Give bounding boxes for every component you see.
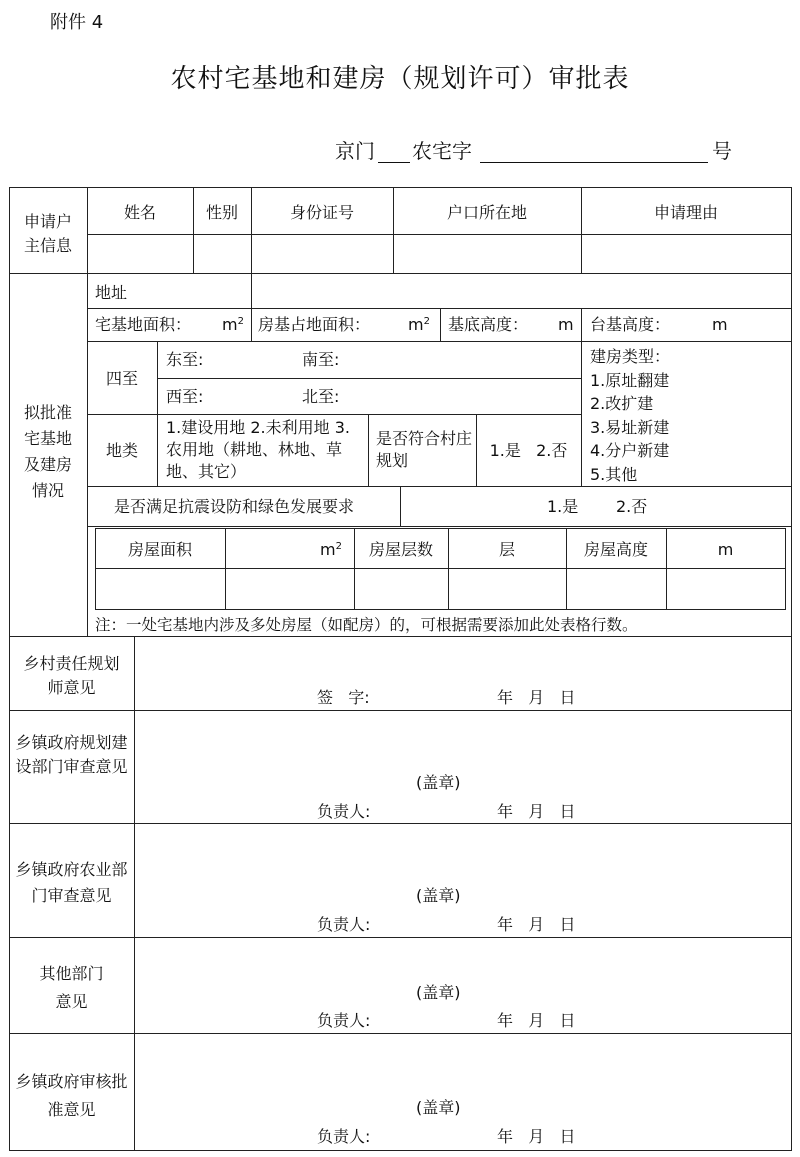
boundaries-label: 四至 bbox=[105, 369, 138, 388]
house-height-label: 房屋高度 bbox=[583, 540, 648, 559]
house-row-input[interactable] bbox=[567, 569, 665, 608]
house-row-input[interactable] bbox=[355, 569, 447, 608]
house-row-input[interactable] bbox=[226, 569, 353, 608]
seismic-yes-option[interactable]: 1.是 bbox=[547, 497, 579, 516]
opinion-signer-planner: 签 字: bbox=[317, 688, 370, 707]
opinion-seal-town-planning: (盖章) bbox=[416, 773, 461, 792]
name-input[interactable] bbox=[88, 235, 192, 272]
house-floors-unit: 层 bbox=[498, 540, 515, 559]
south-label: 南至: bbox=[302, 350, 340, 369]
house-area-unit: $m^2$ bbox=[320, 540, 342, 559]
homestead-area-label: 宅基地面积： bbox=[95, 315, 192, 334]
opinion-signer-town-approval: 负责人: bbox=[317, 1127, 371, 1146]
opinion-date-town-planning: 年 月 日 bbox=[497, 802, 576, 821]
build-type-list bbox=[590, 345, 670, 486]
homestead-area-unit: $m^2$ bbox=[222, 315, 244, 334]
opinion-label-other-departments: 其他部门意见 bbox=[39, 964, 104, 1011]
opinion-date-town-agriculture: 年 月 日 bbox=[497, 915, 576, 934]
doc-number-prefix: 京门 bbox=[335, 139, 375, 163]
col-name: 姓名 bbox=[123, 203, 156, 222]
seismic-no-option[interactable]: 2.否 bbox=[616, 497, 648, 516]
build-type-option[interactable]: 5.其他 bbox=[590, 464, 638, 484]
house-floors-label: 房屋层数 bbox=[368, 540, 433, 559]
opinion-input-town-approval[interactable] bbox=[135, 1034, 790, 1094]
house-area-label: 房屋面积 bbox=[127, 540, 192, 559]
opinion-input-town-agriculture[interactable] bbox=[135, 824, 790, 882]
address-label: 地址 bbox=[95, 283, 128, 302]
opinion-label-town-planning: 乡镇政府规划建设部门审查意见 bbox=[15, 733, 128, 776]
col-gender: 性别 bbox=[205, 203, 238, 222]
build-type-option[interactable]: 2.改扩建 bbox=[590, 394, 654, 413]
build-type-title: 建房类型： bbox=[590, 347, 671, 366]
opinion-input-town-planning[interactable] bbox=[135, 711, 790, 769]
build-type-option[interactable]: 3.易址新建 bbox=[590, 417, 670, 437]
east-label: 东至: bbox=[166, 350, 204, 369]
table-note: 注：一处宅基地内涉及多处房屋（如配房）的，可根据需要添加此处表格行数。 bbox=[95, 616, 638, 634]
house-row-input[interactable] bbox=[96, 569, 224, 608]
doc-number-middle: 农宅字 bbox=[412, 139, 472, 163]
base-height-unit: m bbox=[558, 315, 574, 334]
opinion-signer-town-planning: 负责人: bbox=[317, 802, 371, 821]
household-registration-input[interactable] bbox=[394, 235, 580, 272]
opinion-seal-town-agriculture: (盖章) bbox=[416, 886, 461, 905]
opinion-label-planner: 乡村责任规划师意见 bbox=[23, 654, 120, 697]
attachment-label: 附件 4 bbox=[50, 12, 104, 33]
proposed-section-label: 拟批准宅基地及建房情况 bbox=[23, 403, 72, 500]
village-plan-compliance-options[interactable]: 1.是 2.否 bbox=[489, 441, 568, 460]
build-type-option[interactable]: 4.分户新建 bbox=[590, 441, 670, 460]
application-reason-input[interactable] bbox=[582, 235, 790, 272]
col-id-number: 身份证号 bbox=[289, 203, 354, 222]
col-application-reason: 申请理由 bbox=[653, 203, 718, 222]
seismic-requirement-label: 是否满足抗震设防和绿色发展要求 bbox=[114, 497, 355, 516]
opinion-input-planner[interactable] bbox=[135, 637, 790, 685]
house-footprint-label: 房基占地面积： bbox=[258, 315, 371, 334]
applicant-section-label: 申请户主信息 bbox=[23, 212, 72, 255]
land-type-label: 地类 bbox=[105, 441, 138, 460]
build-type-option[interactable]: 1.原址翻建 bbox=[590, 370, 670, 390]
opinion-label-town-approval: 乡镇政府审核批准意见 bbox=[15, 1072, 128, 1119]
doc-number-field-2[interactable] bbox=[480, 162, 708, 163]
opinion-date-town-approval: 年 月 日 bbox=[497, 1127, 576, 1146]
opinion-seal-town-approval: (盖章) bbox=[416, 1098, 461, 1117]
address-input[interactable] bbox=[252, 274, 790, 307]
opinion-input-other-departments[interactable] bbox=[135, 938, 790, 980]
house-row-input[interactable] bbox=[449, 569, 565, 608]
doc-number-field-1[interactable] bbox=[378, 162, 410, 163]
platform-height-label: 台基高度： bbox=[590, 315, 671, 334]
opinion-signer-other-departments: 负责人: bbox=[317, 1011, 371, 1030]
north-label: 北至: bbox=[302, 387, 340, 406]
page-title: 农村宅基地和建房（规划许可）审批表 bbox=[170, 64, 630, 94]
west-label: 西至: bbox=[166, 387, 204, 406]
opinion-label-town-agriculture: 乡镇政府农业部门审查意见 bbox=[15, 860, 128, 905]
house-footprint-unit: $m^2$ bbox=[408, 315, 430, 334]
col-household-registration: 户口所在地 bbox=[446, 203, 527, 222]
base-height-label: 基底高度： bbox=[448, 315, 529, 334]
land-type-options[interactable]: 1.建设用地 2.未利用地 3.农用地（耕地、林地、草地、其它） bbox=[166, 418, 350, 481]
id-number-input[interactable] bbox=[252, 235, 392, 272]
village-plan-compliance-label: 是否符合村庄规划 bbox=[376, 429, 473, 470]
opinion-signer-town-agriculture: 负责人: bbox=[317, 915, 371, 934]
house-row-input[interactable] bbox=[667, 569, 784, 608]
opinion-seal-other-departments: (盖章) bbox=[416, 983, 461, 1002]
platform-height-unit: m bbox=[712, 315, 728, 334]
gender-input[interactable] bbox=[194, 235, 250, 272]
house-height-unit: m bbox=[717, 540, 734, 559]
opinion-date-other-departments: 年 月 日 bbox=[497, 1011, 576, 1030]
doc-number-suffix: 号 bbox=[712, 139, 732, 163]
opinion-date-planner: 年 月 日 bbox=[497, 688, 576, 707]
